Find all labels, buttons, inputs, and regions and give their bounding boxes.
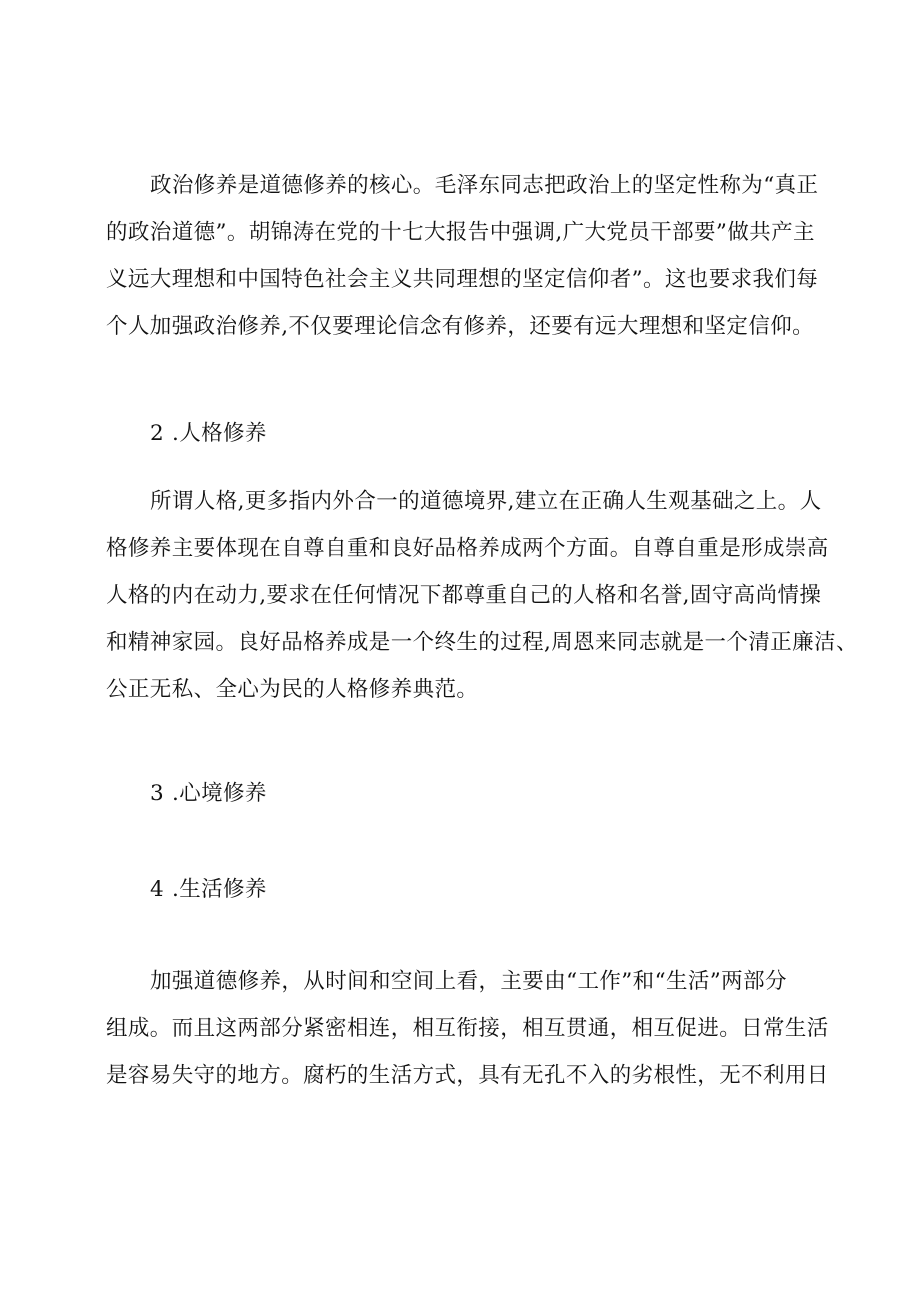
text-line: 个人加强政治修养,不仅要理论信念有修养，还要有远大理想和坚定信仰。: [106, 314, 815, 339]
section-title: .生活修养: [172, 877, 267, 902]
section-number: 3: [150, 781, 165, 806]
section-title: .人格修养: [172, 421, 267, 446]
section-heading-mindset: [150, 779, 267, 809]
text-line: 格修养主要体现在自尊自重和良好品格养成两个方面。自尊自重是形成崇高: [106, 536, 829, 561]
paragraph-personality-cultivation: [106, 478, 858, 713]
text-line: 所谓人格,更多指内外合一的道德境界,建立在正确人生观基础之上。人: [150, 489, 822, 514]
paragraph-political-cultivation: [106, 162, 836, 350]
section-heading-life: [150, 875, 267, 905]
section-number: 4: [150, 877, 165, 902]
text-line: 政治修养是道德修养的核心。毛泽东同志把政治上的坚定性称为“真正: [150, 173, 819, 198]
section-heading-personality: [150, 419, 267, 449]
paragraph-life-cultivation: [106, 958, 836, 1099]
text-line: 的政治道德”。胡锦涛在党的十七大报告中强调,广大党员干部要”做共产主: [106, 220, 815, 245]
text-line: 公正无私、全心为民的人格修养典范。: [106, 677, 479, 702]
section-number: 2: [150, 421, 165, 446]
section-title: .心境修养: [172, 781, 267, 806]
text-line: 和精神家园。良好品格养成是一个终生的过程,周恩来同志就是一个清正廉洁、: [106, 630, 858, 655]
text-line: 加强道德修养，从时间和空间上看，主要由“工作”和“生活”两部分: [150, 969, 787, 994]
text-line: 是容易失守的地方。腐朽的生活方式，具有无孔不入的劣根性，无不利用日: [106, 1063, 829, 1088]
text-line: 义远大理想和中国特色社会主义共同理想的坚定信仰者”。这也要求我们每: [106, 267, 819, 292]
text-line: 组成。而且这两部分紧密相连，相互衔接，相互贯通，相互促进。日常生活: [106, 1016, 829, 1041]
text-line: 人格的内在动力,要求在任何情况下都尊重自己的人格和名誉,固守高尚情操: [106, 583, 822, 608]
